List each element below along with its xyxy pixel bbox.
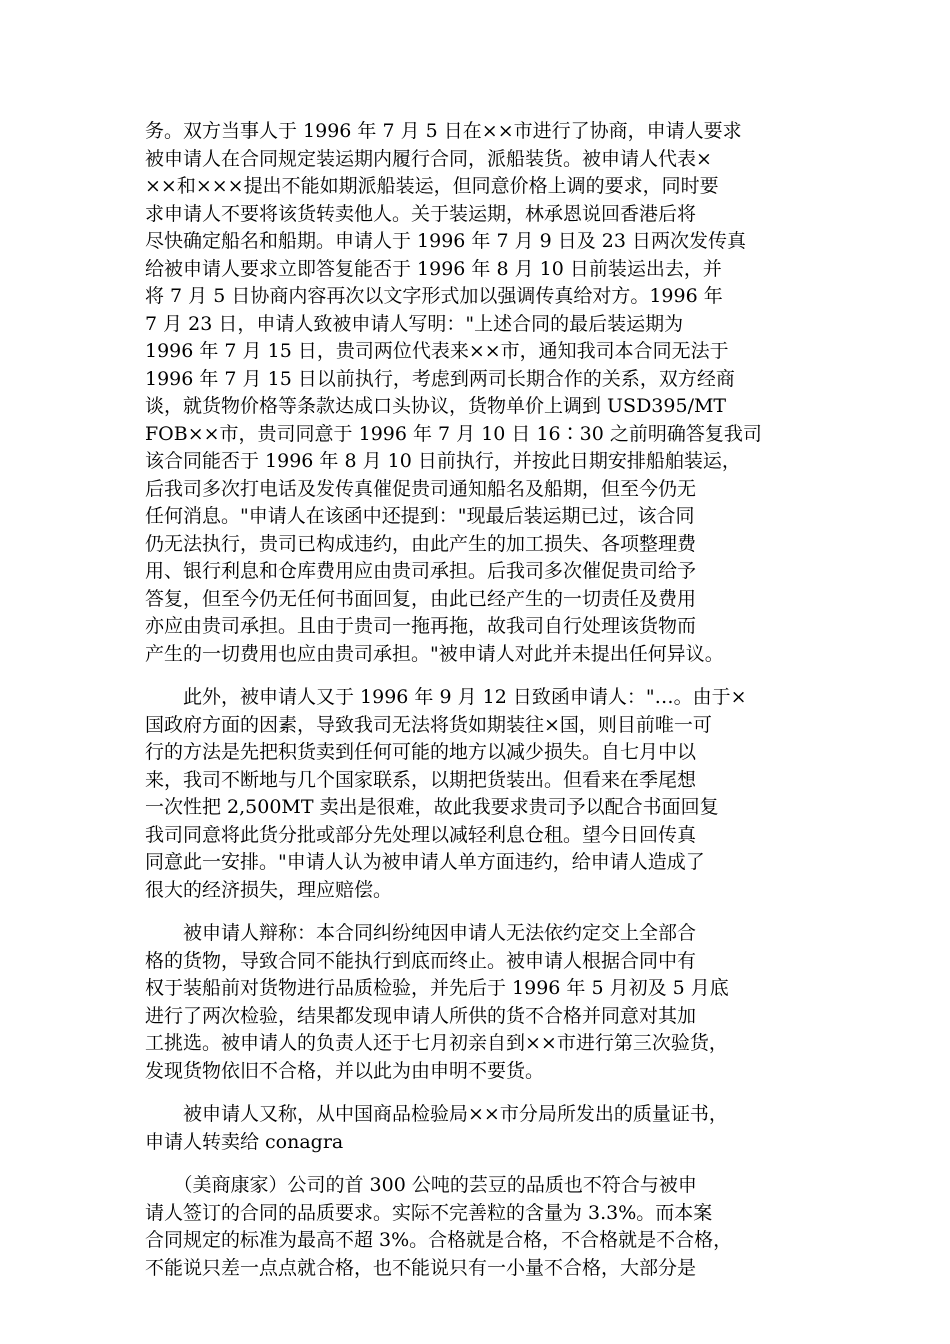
paragraph-gap [145,1156,820,1172]
paragraph [145,118,820,668]
text-line: 行的方法是先把积货卖到任何可能的地方以减少损失。自七月中以 [145,741,697,763]
text-line: 仍无法执行，贵司已构成违约，由此产生的加工损失、各项整理费 [145,532,697,555]
text-line: 尽快确定船名和船期。申请人于 1996 年 7 月 9 日及 23 日两次发传真 [145,230,747,252]
text-line: 我司同意将此货分批或部分先处理以减轻利息仓租。望今日回传真 [145,823,697,846]
text-line: 该合同能否于 1996 年 8 月 10 日前执行，并按此日期安排船舶装运， [145,450,741,472]
text-line: 被申请人在合同规定装运期内履行合同，派船装货。被申请人代表× [145,147,712,170]
text-line: 国政府方面的因素，导致我司无法将货如期装往×国，则目前唯一可 [145,713,712,736]
text-line: 合同规定的标准为最高不超 3%。合格就是合格，不合格就是不合格， [145,1229,733,1251]
paragraph-gap [145,1085,820,1101]
text-line: 求申请人不要将该货转卖他人。关于装运期，林承恩说回香港后将 [145,202,697,225]
text-line: 被申请人又称，从中国商品检验局××市分局所发出的质量证书， [145,1103,728,1125]
text-line: 7 月 23 日，申请人致被申请人写明："上述合同的最后装运期为 [145,312,684,335]
text-line: 来，我司不断地与几个国家联系，以期把货装出。但看来在季尾想 [145,768,697,791]
text-line: 答复，但至今仍无任何书面回复，由此已经产生的一切责任及费用 [145,587,697,610]
text-line: 格的货物，导致合同不能执行到底而终止。被申请人根据合同中有 [145,949,697,972]
text-line: 发现货物依旧不合格，并以此为由申明不要货。 [145,1059,545,1082]
text-line: 工挑选。被申请人的负责人还于七月初亲自到××市进行第三次验货， [145,1032,728,1054]
text-line: 很大的经济损失，理应赔偿。 [145,878,393,901]
text-line: 申请人转卖给 conagra [145,1130,344,1153]
paragraph [145,1101,820,1156]
text-line: 亦应由贵司承担。且由于贵司一拖再拖，故我司自行处理该货物而 [145,615,697,637]
text-line: 务。双方当事人于 1996 年 7 月 5 日在××市进行了协商，申请人要求 [145,120,742,142]
text-line: 被申请人辩称：本合同纠纷纯因申请人无法依约定交上全部合 [145,922,697,944]
text-line: 任何消息。"申请人在该函中还提到："现最后装运期已过，该合同 [145,505,695,527]
text-line: 给被申请人要求立即答复能否于 1996 年 8 月 10 日前装运出去，并 [145,257,722,280]
text-line: 后我司多次打电话及发传真催促贵司通知船名及船期，但至今仍无 [145,477,697,500]
document-body [145,118,820,1282]
paragraph [145,684,820,904]
text-line: FOB××市，贵司同意于 1996 年 7 月 10 日 16∶30 之前明确答复我司 [145,422,762,445]
paragraph [145,920,820,1085]
paragraph [145,1172,820,1282]
paragraph-gap [145,668,820,684]
text-line: 用、银行利息和仓库费用应由贵司承担。后我司多次催促贵司给予 [145,560,697,582]
text-line: 谈，就货物价格等条款达成口头协议，货物单价上调到 USD395/MT [145,395,727,417]
text-line: 权于装船前对货物进行品质检验，并先后于 1996 年 5 月初及 5 月底 [145,977,729,999]
text-line: 不能说只差一点点就合格，也不能说只有一小量不合格，大部分是 [145,1256,697,1279]
text-line: 此外，被申请人又于 1996 年 9 月 12 日致函申请人："…。由于× [145,686,747,708]
text-line: 1996 年 7 月 15 日以前执行，考虑到两司长期合作的关系，双方经商 [145,367,735,390]
text-line: （美商康家）公司的首 300 公吨的芸豆的品质也不符合与被申 [145,1174,697,1196]
text-line: 进行了两次检验，结果都发现申请人所供的货不合格并同意对其加 [145,1004,697,1027]
text-line: 产生的一切费用也应由贵司承担。"被申请人对此并未提出任何异议。 [145,642,724,665]
text-line: 同意此一安排。"申请人认为被申请人单方面违约，给申请人造成了 [145,851,705,873]
text-line: 1996 年 7 月 15 日，贵司两位代表来××市，通知我司本合同无法于 [145,340,729,362]
text-line: ××和×××提出不能如期派船装运，但同意价格上调的要求，同时要 [145,175,719,197]
text-line: 请人签订的合同的品质要求。实际不完善粒的含量为 3.3%。而本案 [145,1201,713,1224]
paragraph-gap [145,904,820,920]
text-line: 将 7 月 5 日协商内容再次以文字形式加以强调传真给对方。1996 年 [145,285,723,307]
text-line: 一次性把 2,500MT 卖出是很难，故此我要求贵司予以配合书面回复 [145,796,719,818]
